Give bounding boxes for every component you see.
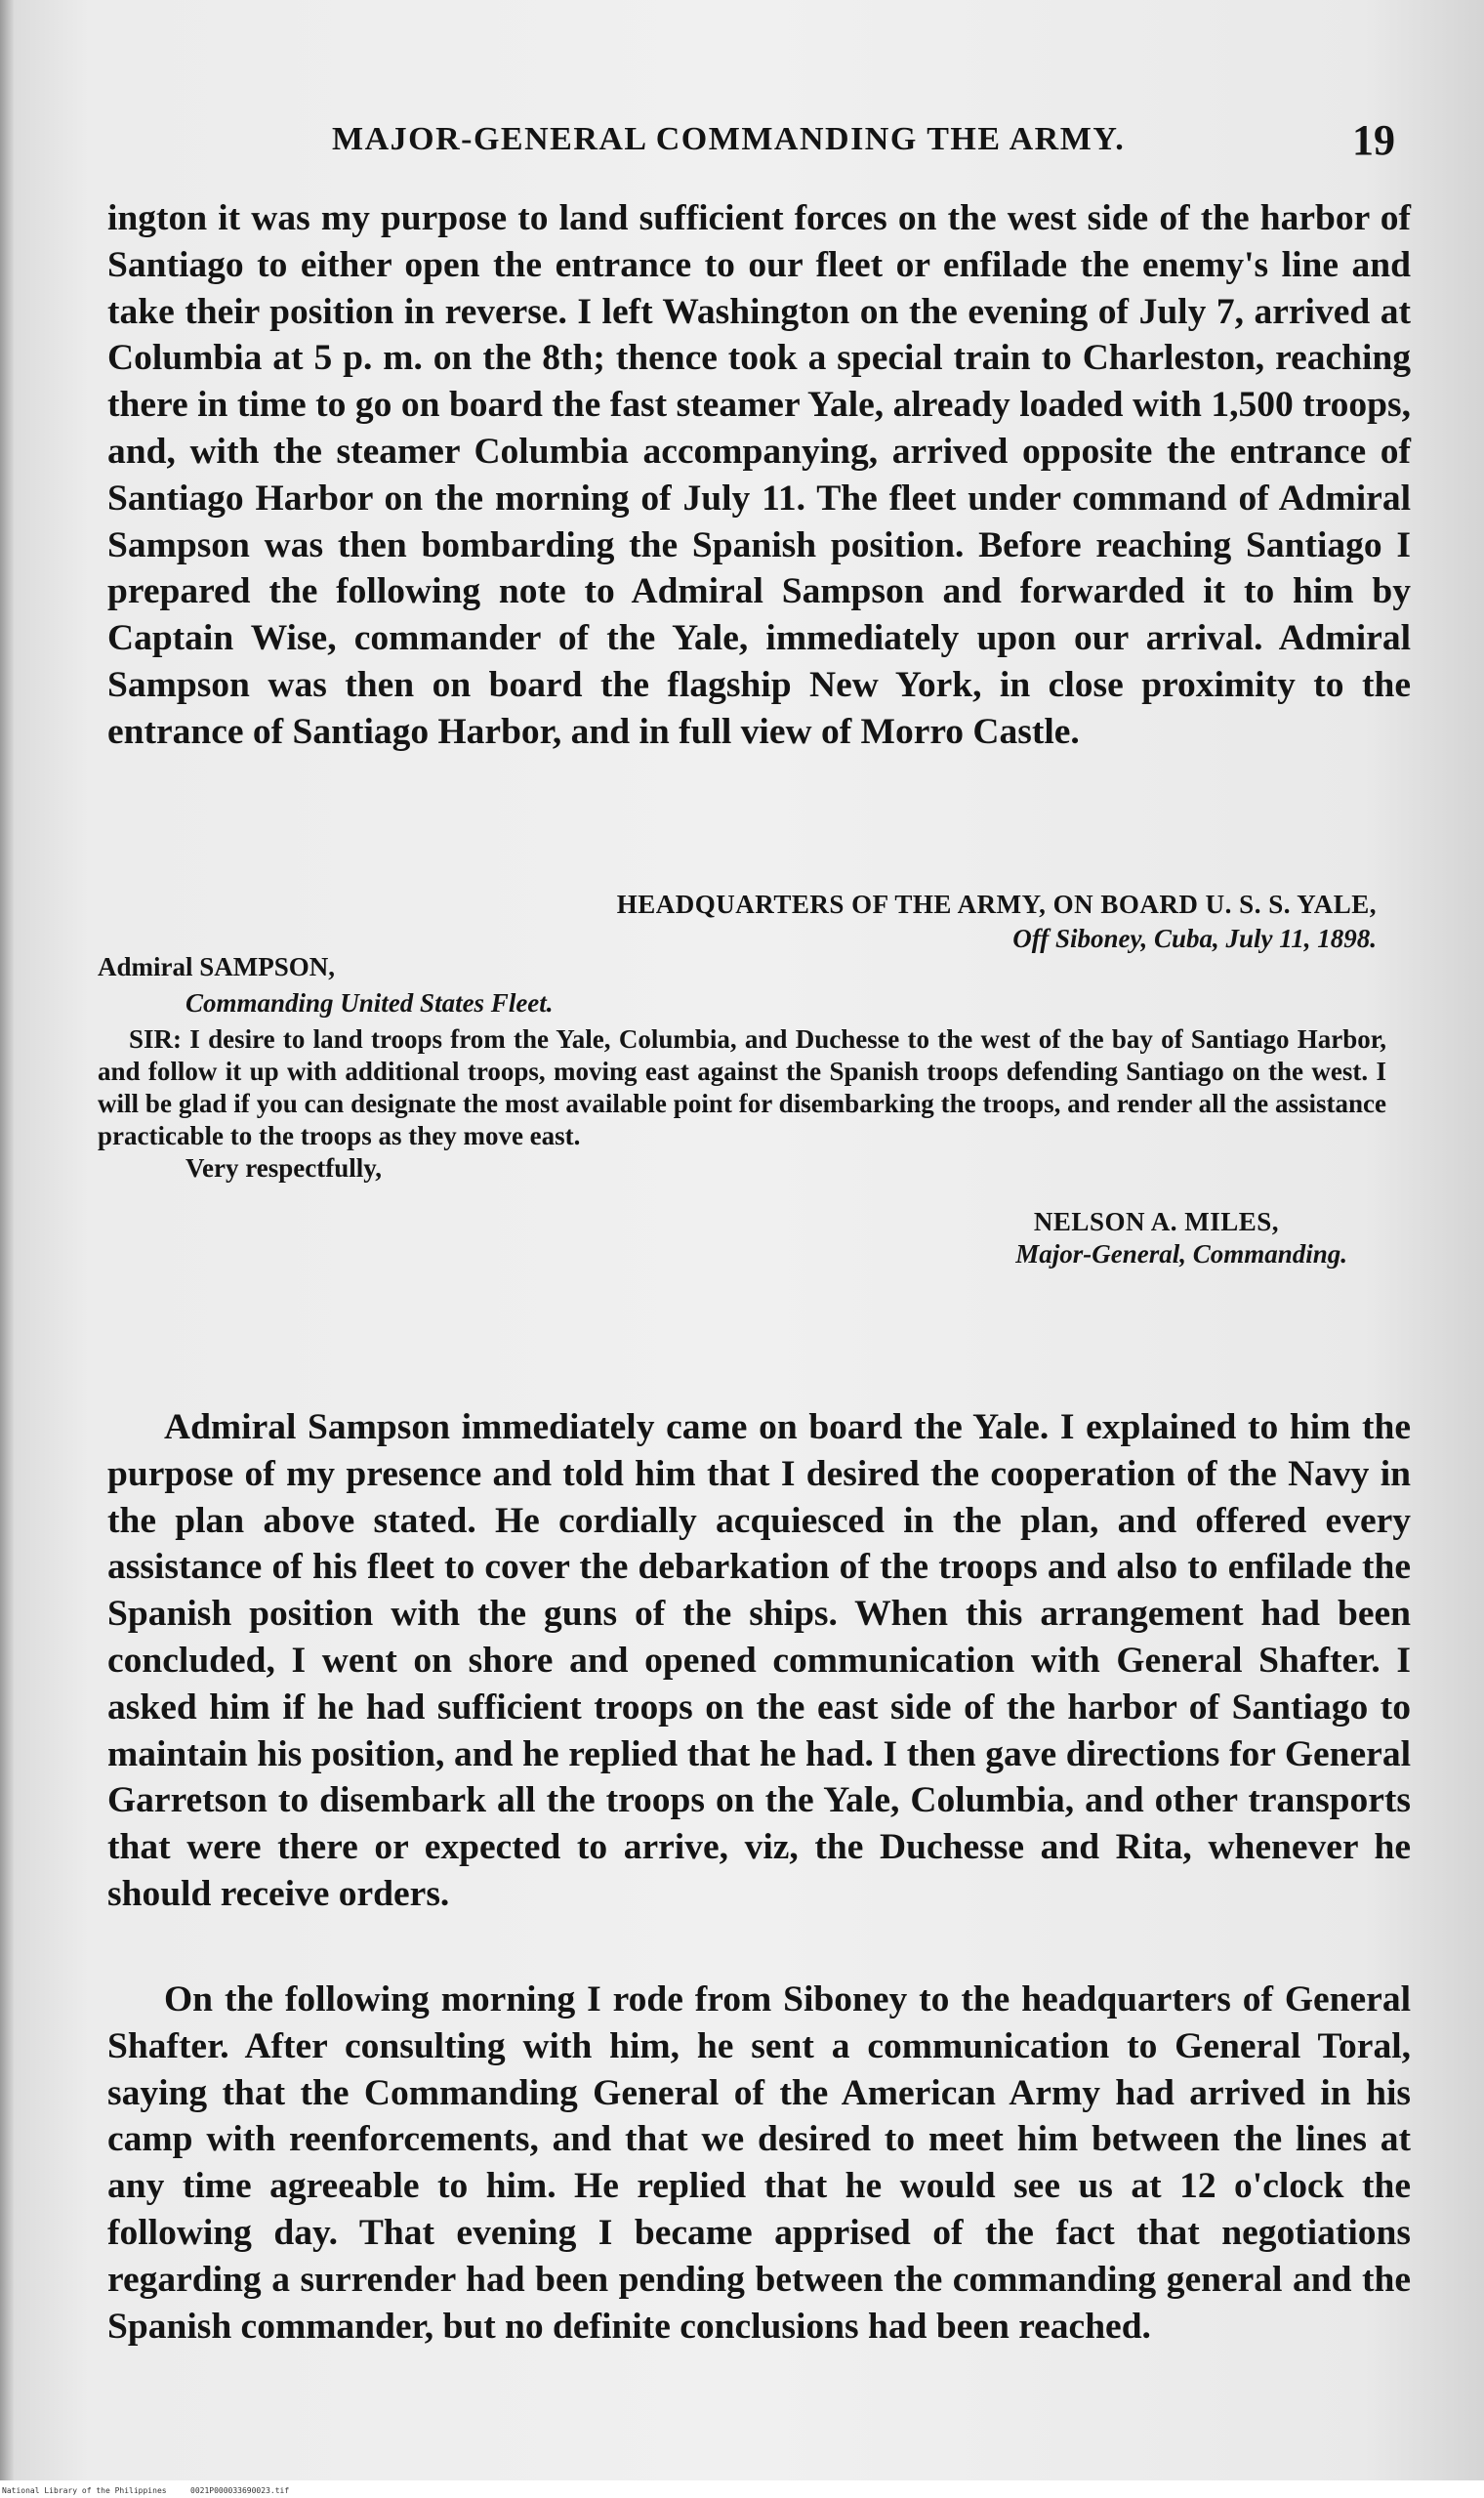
letter-place-date: Off Siboney, Cuba, July 11, 1898. <box>1012 924 1377 953</box>
letter-closing: Very respectfully, <box>186 1153 382 1183</box>
paragraph-text: Admiral Sampson immediately came on board the Yale. I explained to him the purpose of my presence and told him that I desired the cooperation of the Navy in the plan above stated. He cordially acquiesced in the plan, and offered every assistance of his fleet to cover the debarkation of the troops and also to enfilade the Spanish position with the guns of the ships. When this arrangement had been concluded, I went on shore and opened communication with General Shafter. I asked him if he had sufficient troops on the east side of the harbor of Santiago to maintain his position, and he replied that he had. I then gave directions for General Garretson to disembark all the troops on the Yale, Columbia, and other transports that were there or expected to arrive, viz, the Duchesse and Rita, whenever he should receive orders. <box>107 1407 1411 1914</box>
body-paragraph-1 <box>107 195 1411 756</box>
page-edge-shadow <box>0 0 14 2480</box>
signature-title: Major-General, Commanding. <box>1015 1239 1347 1269</box>
letter-salutation: Admiral SAMPSON, <box>98 952 335 981</box>
page-header <box>0 115 1484 174</box>
footer-file-id: 0021P000033690023.tif <box>190 2486 290 2495</box>
body-paragraph-3 <box>107 1977 1411 2350</box>
letter-salutation-title: Commanding United States Fleet. <box>186 988 554 1018</box>
signature-name: NELSON A. MILES, <box>1033 1207 1279 1236</box>
footer-source: National Library of the Philippines <box>2 2486 167 2495</box>
letter-dateline: HEADQUARTERS OF THE ARMY, ON BOARD U. S. S. YALE, <box>616 890 1377 919</box>
paragraph-text: ington it was my purpose to land sufficient forces on the west side of the harbor of Santiago to either open the entrance to our fleet or enfilade the enemy's line and take their position in reverse. I left Washington on the evening of July 7, arrived at Columbia at 5 p. m. on the 8th; thence took a special train to Charleston, reaching there in time to go on board the fast steamer Yale, already loaded with 1,500 troops, and, with the steamer Columbia accompanying, arrived opposite the entrance of Santiago Harbor on the morning of July 11. The fleet under command of Admiral Sampson was then bombarding the Spanish position. Before reaching Santiago I prepared the following note to Admiral Sampson and forwarded it to him by Captain Wise, commander of the Yale, immediately upon our arrival. Admiral Sampson was then on board the flagship New York, in close proximity to the entrance of Santiago Harbor, and in full view of Morro Castle. <box>107 198 1411 752</box>
page-number: 19 <box>1352 116 1395 164</box>
letter-body: SIR: I desire to land troops from the Yale, Columbia, and Duchesse to the west of the bay of Santiago Harbor, and follow it up with additional troops, moving east against the Spanish troops defending Santiago on the west. I will be glad if you can designate the most available point for disembarking the troops, and render all the assistance practicable to the troops as they move east. <box>98 1024 1386 1150</box>
body-paragraph-2 <box>107 1404 1411 1918</box>
running-head: MAJOR-GENERAL COMMANDING THE ARMY. <box>332 121 1126 157</box>
paragraph-text: On the following morning I rode from Siboney to the headquarters of General Shafter. After consulting with him, he sent a communication to General Toral, saying that the Commanding General of the American Army had arrived in his camp with reenforcements, and that we desired to meet him between the lines at any time agreeable to him. He replied that he would see us at 12 o'clock the following day. That evening I became apprised of the fact that negotiations regarding a surrender had been pending between the commanding general and the Spanish commander, but no definite conclusions had been reached. <box>107 1979 1411 2347</box>
letter-block <box>98 889 1386 1270</box>
